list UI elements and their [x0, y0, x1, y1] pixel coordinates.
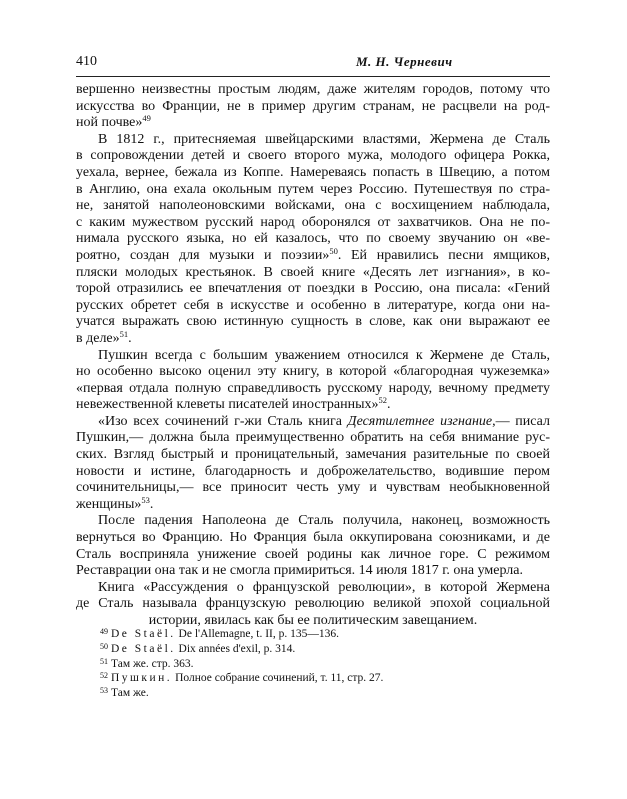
- line-text: с каким мужеством русский народ оборонялся от захватчиков. Она не по-: [76, 214, 550, 230]
- footnote-text: De l'Allemagne, t. II, p. 135—136.: [175, 628, 340, 640]
- footnote-ref: 50: [329, 245, 338, 256]
- line-tail: ,— писал: [492, 413, 550, 429]
- footnote: [100, 656, 520, 671]
- footnote-author: De Staël.: [111, 642, 176, 655]
- text-line: [76, 447, 550, 464]
- footnote-text: Там же. стр. 363.: [111, 657, 194, 670]
- line-text: невежественной клеветы писателей иностранных»: [76, 397, 379, 413]
- text-line: [76, 265, 550, 282]
- footnote: [100, 626, 520, 641]
- line-text: В 1812 г., притесняемая швейцарскими властями, Жермена де Сталь: [98, 131, 550, 147]
- text-line: [76, 328, 550, 348]
- text-line: [76, 414, 550, 431]
- text-line: [76, 397, 550, 414]
- footnote-ref: 53: [141, 494, 150, 505]
- running-title: М. Н. Черневич: [356, 54, 453, 69]
- text-line: [76, 148, 550, 165]
- footnote: [100, 641, 520, 656]
- text-line: [76, 348, 550, 365]
- text-line: [76, 198, 550, 215]
- line-text: ной почве»: [76, 115, 143, 131]
- text-line: [76, 430, 550, 447]
- line-text: женщины»: [76, 496, 142, 512]
- line-text: Пушкин всегда с большим уважением относился к Жермене де Сталь,: [98, 347, 550, 363]
- line-text: роятно, создан для музыки и поэзии»: [76, 247, 330, 263]
- line-text: новости и истине, благодарность и доброжелательство, водившие пером: [76, 463, 550, 479]
- italic-title: Десятилетнее изгнание: [347, 413, 493, 429]
- line-text: искусства во Франции, не в пример другим странам, не расцвели на род-: [76, 98, 550, 114]
- text-line: [76, 215, 550, 232]
- line-tail: .: [149, 496, 154, 512]
- line-text: не, занятой наполеоновскими войсками, она с восхищением наблюдала,: [76, 198, 550, 214]
- line-text: в Англию, она ехала окольным путем через Россию. Путешествуя по стра-: [76, 181, 550, 197]
- footnote-text: Полное собрание сочинений, т. 11, стр. 27.: [172, 672, 384, 685]
- line-text: в сопровождении детей и своего второго мужа, молодого офицера Рокка,: [76, 148, 550, 164]
- text-line: [76, 281, 550, 298]
- text-line: [76, 231, 550, 248]
- text-line: [76, 530, 550, 547]
- body-text: [76, 82, 550, 630]
- text-line: [76, 494, 550, 514]
- footnote-number: 52: [100, 671, 108, 681]
- text-line: [76, 563, 550, 580]
- text-line: [76, 596, 550, 613]
- line-text: пляски молодых крестьянок. В своей книге «Десять лет изгнания», в ко-: [76, 264, 550, 280]
- footnotes: [100, 626, 520, 700]
- line-text: ских. Взгляд быстрый и проницательный, замечания разительные по своей: [76, 447, 550, 463]
- line-text: После падения Наполеона де Сталь получила, наконец, возможность: [98, 513, 550, 529]
- line-text: нимала русского языка, но ей казалось, что по своему звучанию он «ве-: [76, 231, 550, 247]
- text-line: [76, 182, 550, 199]
- text-line: [76, 165, 550, 182]
- footnote-ref: 51: [119, 328, 129, 339]
- text-line: [76, 115, 550, 132]
- footnote-number: 50: [100, 641, 108, 651]
- footnote-text: Там же.: [111, 687, 149, 700]
- text-line: [76, 580, 550, 597]
- footnote-text: Dix années d'exil, p. 314.: [175, 642, 296, 655]
- line-text: де Сталь называла французскую революцию великой эпохой социальной: [76, 596, 550, 612]
- text-line: [76, 82, 550, 99]
- line-text: в деле»: [76, 330, 120, 346]
- text-line: [76, 132, 550, 149]
- line-text: Сталь восприняла унижение своей родины как личное горе. С режимом: [76, 546, 550, 562]
- footnote: [100, 685, 520, 700]
- line-text: вернуться во Францию. Но Франция была оккупирована союзниками, и де: [76, 530, 550, 546]
- line-tail: . Ей нравились песни ямщиков,: [337, 247, 550, 263]
- line-text: русских обретет себя в искусстве и особенно в литературе, когда они на-: [76, 297, 550, 313]
- footnote-author: De Staël.: [111, 628, 176, 640]
- line-text: Книга «Рассуждения о французской революции», в которой Жермена: [98, 579, 550, 595]
- text-line: [76, 513, 550, 530]
- page-number: 410: [76, 54, 97, 69]
- footnote: [100, 670, 520, 685]
- page-header: [76, 52, 550, 74]
- line-text: Пушкин,— должна была преимущественно обратить на себя внимание рус-: [76, 430, 550, 446]
- line-text: но особенно высоко оценил эту книгу, в которой «благородная чужеземка»: [76, 364, 550, 380]
- header-rule: [76, 76, 550, 77]
- text-line: [76, 298, 550, 315]
- text-line: [76, 464, 550, 481]
- footnote-author: Пушкин.: [111, 672, 173, 685]
- line-text: сочинительницы,— все приносит честь уму и чувствам необыкновенной: [76, 480, 550, 496]
- line-text: истории, явилась как бы ее политическим завещанием.: [148, 613, 478, 628]
- line-text: уехала, вернее, бежала из Коппе. Намереваясь попасть в Швецию, а потом: [76, 164, 550, 180]
- text-line: [76, 547, 550, 564]
- footnote-number: 49: [100, 627, 108, 636]
- text-line: [76, 364, 550, 381]
- text-line: [76, 314, 550, 331]
- text-line: [76, 381, 550, 398]
- line-text: учатся выражать свою истинную сущность в слове, как они выражают ее: [76, 314, 550, 330]
- footnote-ref: 49: [142, 113, 151, 124]
- footnote-number: 51: [100, 656, 108, 666]
- line-tail: .: [128, 330, 132, 346]
- line-text: «Изо всех сочинений г-жи Сталь книга: [98, 413, 348, 429]
- text-line: [76, 245, 550, 265]
- line-text: Реставрации она так и не смогла примириться. 14 июля 1817 г. она умерла.: [76, 563, 523, 579]
- line-text: «первая отдала полную справедливость русскому народу, вечному предмету: [76, 380, 550, 396]
- line-text: торой отразились ее впечатления от поездки в Россию, она писала: «Гений: [76, 281, 550, 297]
- footnote-ref: 52: [378, 395, 388, 406]
- line-text: вершенно неизвестны простым людям, даже жителям городов, потому что: [76, 82, 550, 97]
- line-tail: .: [387, 397, 391, 413]
- footnote-number: 53: [100, 686, 108, 696]
